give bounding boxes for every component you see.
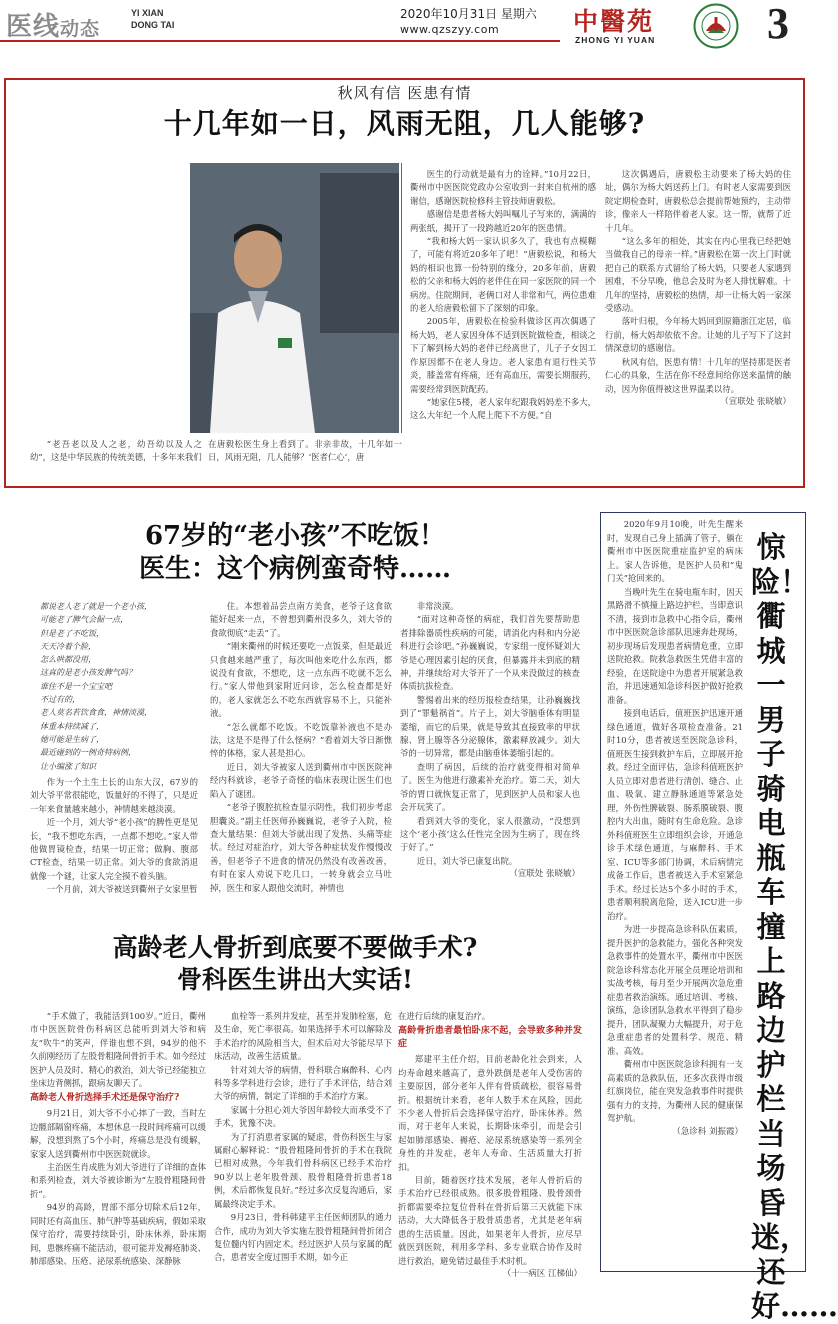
article-1-credit: （宣联处 张晓敏） xyxy=(720,396,791,407)
poem-line: 体重本持续减了， xyxy=(40,721,104,731)
poem-line: 谁住不是一个宝宝吧 xyxy=(40,681,112,691)
poem-line: 都说老人老了就是一个老小孩， xyxy=(40,602,152,611)
article-1-caption-2: 在唐毅松医生身上看到了。非亲非故，十几年如一日，风雨无阻，几人能够？‘医者仁心’，唐 xyxy=(208,439,402,463)
poem-line: 怎么哄都没用， xyxy=(40,655,96,665)
doctor-photo xyxy=(190,163,402,433)
article-1-column-1: 医生的行动就是最有力的诠释。”10月22日，衢州市中医医院党政办公室收到一封来自杭州的感谢信，感谢医院检修科主管技师唐毅松。 感谢信是患者杨大妈叫嘱儿子写来的，满满的两张纸，揭开了一段跨越近20年的医患情。 “我和杨大妈一家认识多久了，我也有点模糊了，可能有将近20多年了吧！”唐毅松说，和杨大妈的相识也算一份特别的缘分，20多年前，唐毅松的父亲和杨大妈的老伴住在同一家医院的同一个病房。住院期间，老俩口对人非常和气，两位患难的老人给唐毅松留下了深刻的印象。 2005年，唐毅松在检验科做诊区再次偶遇了杨大妈，老人家因身体不适到医院做检查，相谈之下了解到杨大妈的老伴已经离世了，儿子子女因工作原因都不在老人身边。老人家患有退行性关节炎，膝盖常有疼痛，还有高血压，需要长期服药，需要经常到医院配药。 “她家住5楼，老人家年纪跟我妈妈差不多大，这么大年纪一个人爬上爬下不方便。”自 xyxy=(410,169,596,421)
article-2-headline-2: 医生：这个病例蛮奇特…… xyxy=(138,554,451,584)
article-3-subhead-1: 高龄老人骨折选择手术还是保守治疗? xyxy=(30,1093,180,1104)
page-number: 3 xyxy=(767,0,789,48)
poem-line: 这真的是老小孩发脾气吗？ xyxy=(40,668,136,678)
poem-line: 让小编涨了知识 xyxy=(40,761,96,771)
article-1-kicker: 秋风有信 医患有情 xyxy=(337,84,472,102)
article-2-column-2: 住。本想着品尝点南方美食，老爷子这食欲能好起来一点，不曾想到衢州没多久，刘大爷的食欲彻底“走丢”了。 “刚来衢州的时候还要吃一点饭菜，但是最近只食越来越严重了，每次叫他来吃什么东西，都说没有食欲，不想吃，这一点东西不吃就不怎么行。”家人带他到家附近问诊，怎么检查都是好的，老人家就怎么不吃东西就容易不上，只能补液。 “怎么就都不吃饭。不吃饭靠补液也不是办法，这是不是得了什么怪病？”看着刘大爷日渐憔悴的体格，家人甚是担心。 近日，刘大爷被家人送到衢州市中医医院神经内科就诊，老爷子奇怪的临床表现让医生们也陷入了谜团。 “老爷子腹腔抗检查显示阴性，我们初步考虑胆囊炎。”副主任医师孙巍巍说，老爷子入院，检查大量结果：但刘大爷就出现了发热、头痛等症状。经过对症治疗，刘大爷各种症状发作慢慢改善，但老爷子不进食的情况仍然没有改善改善，有时在家人劝说下吃几口，一转身就会立马吐掉，医生和家人跟他交流时，神情也 xyxy=(210,601,392,893)
article-3-column-3: 在进行后续的康复治疗。 高龄骨折患者最怕卧床不起，会导致多种并发症 郑建平主任介绍，目前老龄化社会到来，人均寿命越来越高了，意外跌倒是老年人受伤害的主要原因，部分老年人伴有骨质疏松，很容易骨折。根据统计来看，老年人数手术在风险，因此不少老人骨折后会选择保守治疗，卧床休养。然而，对于老年人来说，长期卧床牵引，而是会引起如肺部感染、褥疮、泌尿系统感染等一系列全身性的并发症，老年人寿命、生活质量大打折扣。 目前，随着医疗技术发展，老年人骨折后的手术治疗已经很成熟。很多股骨粗隆、股骨颈骨折都需要牵拉复位骨科在骨折后第三天就能下床活动，大大降低各于股骨质患者，尤其是老年病患的生活质量。因此，如果老年人骨折，应尽早就医到医院，利用多学科、多专业联合协作及时进行救治，避免错过最佳手术时机。 （十一病区 江梯仙） xyxy=(398,1010,582,1272)
section-title-sub: 动态 xyxy=(60,18,101,40)
poem-line: 最近碰到的一例奇特病例， xyxy=(40,748,136,758)
article-3-column-1: “手术做了，我能活到100岁。”近日，衢州市中医医院骨伤科病区总能听到刘大爷和病友“吹牛”的笑声，伴谁也想不到，94岁的他不久前刚经历了左股骨粗隆间骨折手术。如今经过医护人员及时、精心的救治，刘大爷已经能独立坐床边背侧抓，跟病友聊天了。 高龄老人骨折选择手术还是保守治疗? 9月21日，刘大爷不小心摔了一跤，当时左边髋部隔窗疼痛，本想休息一段时间疼痛可以缓解，没想到熬了5个小时，疼痛总是没有缓解，家家人送到衢州市中医医院就诊。 主治医生肖成胜为刘大爷进行了详细的查体和系列检查，刘大爷被诊断为“左股骨粗隆间骨折”。 94岁的高龄，胃部不部分切除术后12年，同时还有高血压、肺气肿等基础疾病，假如采取保守治疗，需要持续卧引，卧床休养，卧床期间，患骸疼痛不能活动，很可能并发褥疮肺炎、肺部感染、压疮、泌尿系统感染、深静脉 xyxy=(30,1011,206,1266)
article-2-credit: （宣联处 张晓敏） xyxy=(509,869,580,880)
article-3-column-2: 血栓等一系列并发症，甚至并发肺栓塞，危及生命，死亡率很高。如果选择手术可以解除及手术治疗的风险相当大，但术后对大爷能尽早下床活动，改善生活质量。 针对刘大爷的病情，骨科联合麻醉科、心内科等多学科进行会诊，进行了手术评估，结合刘大爷的病情，制定了详细的手术治疗方案。 家属十分担心刘大爷因年龄较大而承受不了手术，犹豫不决。 为了打消患者家属的疑虑，骨伤科医生与家属耐心解释说：“股骨粗隆间骨折的手术在我院已相对成熟，今年我们骨科病区已经手术治疗90岁以上老年股骨颈、股骨粗隆骨折患者18例，术后都恢复良好。”经过多次反复沟通后，家属最终决定手术。 9月23日，骨科韩建平主任医师团队的通力合作，成功为刘大爷实施左股骨粗隆间骨折闭合复位髓内钉内固定术。经过医护人员与家属的配合，患者安全度过围手术期，如今正 xyxy=(214,1011,392,1263)
poem-line: 但是老了不吃饭， xyxy=(40,628,104,638)
article-1-column-2: 这次偶遇后，唐毅松主动要来了杨大妈的住址，偶尔为杨大妈送药上门。有时老人家需要到医院定期检查时，唐毅松总会提前帮她预约，主动带诊，像亲人一样陪伴着老人家。这一帮，就帮了近十几年。 “这么多年的相处，其实在内心里我已经把她当做我自己的母亲一样。”唐毅松在第一次上门时就把自己的联系方式留给了杨大妈，只要老人家遇到困难，不分早晚，他总会及时为老人排忧解难。十几年的坚持，唐毅松的热情，却一让杨大妈一家深受感动。 落叶归根，今年杨大妈回到原籍浙江定居，临行前，杨大妈却依依不舍。让她的儿子写下了这封情深意切的感谢信。 秋风有信，医患有情！十几年的坚持那是医者仁心的具象，生活在你不经意间给你送来温情的触动，因为你值得被这世界温柔以待。 （宣联处 张晓敏） xyxy=(605,168,791,468)
article-3-headline-2: 骨科医生讲出大实话! xyxy=(177,965,413,994)
article-2-column-1: 作为一个土生土长的山东大汉，67岁的刘大爷平常很能吃，饭量好的不得了，只是近一年来食量越来越小，神情越来越淡漠。 近一个月，刘大爷“老小孩”的脾性更是见长，“我不想吃东西，一点都不想吃。”家人带他做胃镜检查，结果一切正常；做胸、腹部CT检查，结果一切正常。刘大爷的食欲消退就像一个谜，让家人完全摸不着头脑。 一个月前，刘大爷被送到衢州子女家里暂 xyxy=(30,777,198,895)
article-4-headline: 惊险！衢城一男子骑电瓶车撞上路边护栏当场昏迷，还好…… xyxy=(751,530,838,1323)
section-pinyin-1: YI XIAN xyxy=(131,8,164,18)
poem-line: 老人莫名若饮食食，神情淡漠， xyxy=(40,708,152,718)
article-2-column-3: 非常淡漠。 “面对这种奇怪的病症，我们首先要帮助患者排除器质性疾病的可能，请消化内科和内分泌科进行会诊吧。”孙巍巍说，专家组一度怀疑刘大爷是心理因素引起的厌食，但暴露并未到底的精神，并继续给对大爷开了一个从来没做过的核查体质抗拔检查。 警惕着出来的经历报检查结果，让孙巍巍找到了“罪魁祸首”。片子上，刘大爷脑垂体有明显萎缩，而它的后果，就是导致其直接致率的甲状腺、肾上腺等各分泌腺体，激素释放减少。刘大爷的一切异常，都是由脑垂体萎缩引起的。 查明了病因，后续的治疗就变得相对简单了。医生为他进行激素补充治疗。第二天，刘大爷的胃口就恢复正常了，见到医护人员和家人也会开玩笑了。 看到刘大爷的变化，家人很激动，“没想到这个‘老小孩’这么任性完全因为生病了，现在终于好了。” 近日，刘大爷已康复出院。 （宣联处 张晓敏） xyxy=(400,600,580,900)
article-4-body: 2020年9月10晚，叶先生醒来时，发现自己身上插满了管子，躺在衢州市中医医院重症监护室的病床上。家人告诉他，是医护人员和“鬼门关”抢回来的。 当晚叶先生在骑电瓶车时，因天黑路滑不慎撞上路边护栏，当即意识不清，接到市急救中心指令后，衢州市中医医院急诊部队迅速奔赴现场，初步现场后发现患者病情危重，立即送院抢救。院救急救医生凭借丰富的经验，在送院途中为患者开展紧急救治，并迅速通知急诊科医护做好抢救准备。 接到电话后，值班医护迅速开通绿色通道，做好各项检查准备。21时10分，患者被送至医院急诊科，值班医生接到救护车后，立即展开抢救。经过全面评估，急诊科值班医护人员立即对患者进行清创、缝合、止血、吸氧、建立静脉通道等紧急处理，外伤性脾破裂、肠系膜破裂、腹腔内大出血，随时有生命危险。急诊外科值班医生立即组织会诊，开通急诊手术绿色通道，与麻醉科、手术室、ICU等多部门协调，术后病情完成备工作后，患者被送入手术室紧急手术。经过长达5个多小时的手术，患者顺利脱离危险，送入ICU进一步治疗。 为进一步提高急诊科队伍素质，提升医护的急救能力，强化各种突发急救事件的处置水平，衢州市中医医院急诊科常态化开展全员理论培训和实战考核，每月至少开展两次急危重症患者救治演练。通过培训、考核、演练，急诊团队急救水平得到了稳步提升，团队凝聚力大幅提升，对于危急重症患者的处置科学、规范、精准、高效。 衢州市中医医院急诊科拥有一支高素质的急救队伍，还多次获得市级红旗岗位，能在突发急救事件时提供强有力的支持，为衢州人民的健康保驾护航。 （急诊科 刘振霞） xyxy=(607,518,743,1266)
section-title-main: 医线 xyxy=(6,12,61,42)
poem-line: 可能老了脾气会倔一点， xyxy=(40,615,128,625)
poem-line: 不过有的， xyxy=(40,695,80,705)
issue-date: 2020年10月31日 星期六 xyxy=(400,7,537,21)
article-1-headline: 十几年如一日，风雨无阻，几人能够? xyxy=(163,107,646,140)
article-3-headline-1: 高龄老人骨折到底要不要做手术? xyxy=(112,933,478,962)
poem-line: 她可能是生病了， xyxy=(40,734,104,744)
masthead xyxy=(0,0,809,52)
article-3-subhead-2: 高龄骨折患者最怕卧床不起，会导致多种并发症 xyxy=(398,1026,582,1050)
section-pinyin-2: DONG TAI xyxy=(131,20,175,30)
brand-logo: 中醫苑 xyxy=(573,7,655,36)
article-1-caption-1: “老吾老以及人之老，幼吾幼以及人之幼”，这是中华民族的传统美德，十多年来我们 xyxy=(30,439,202,463)
article-3-credit: （十一病区 江梯仙） xyxy=(502,1268,582,1279)
poem-line: 天天冷着个脸， xyxy=(40,641,96,651)
hospital-emblem-icon xyxy=(693,3,739,49)
article-2-headline-1: 67岁的“老小孩”不吃饭！ xyxy=(144,521,446,551)
brand-pinyin: ZHONG YI YUAN xyxy=(575,35,656,45)
section-title xyxy=(6,6,100,43)
website-url: www.qzszyy.com xyxy=(400,23,500,36)
article-2-poem xyxy=(40,600,190,773)
article-4-credit: （急诊科 刘振霞） xyxy=(672,1126,743,1137)
